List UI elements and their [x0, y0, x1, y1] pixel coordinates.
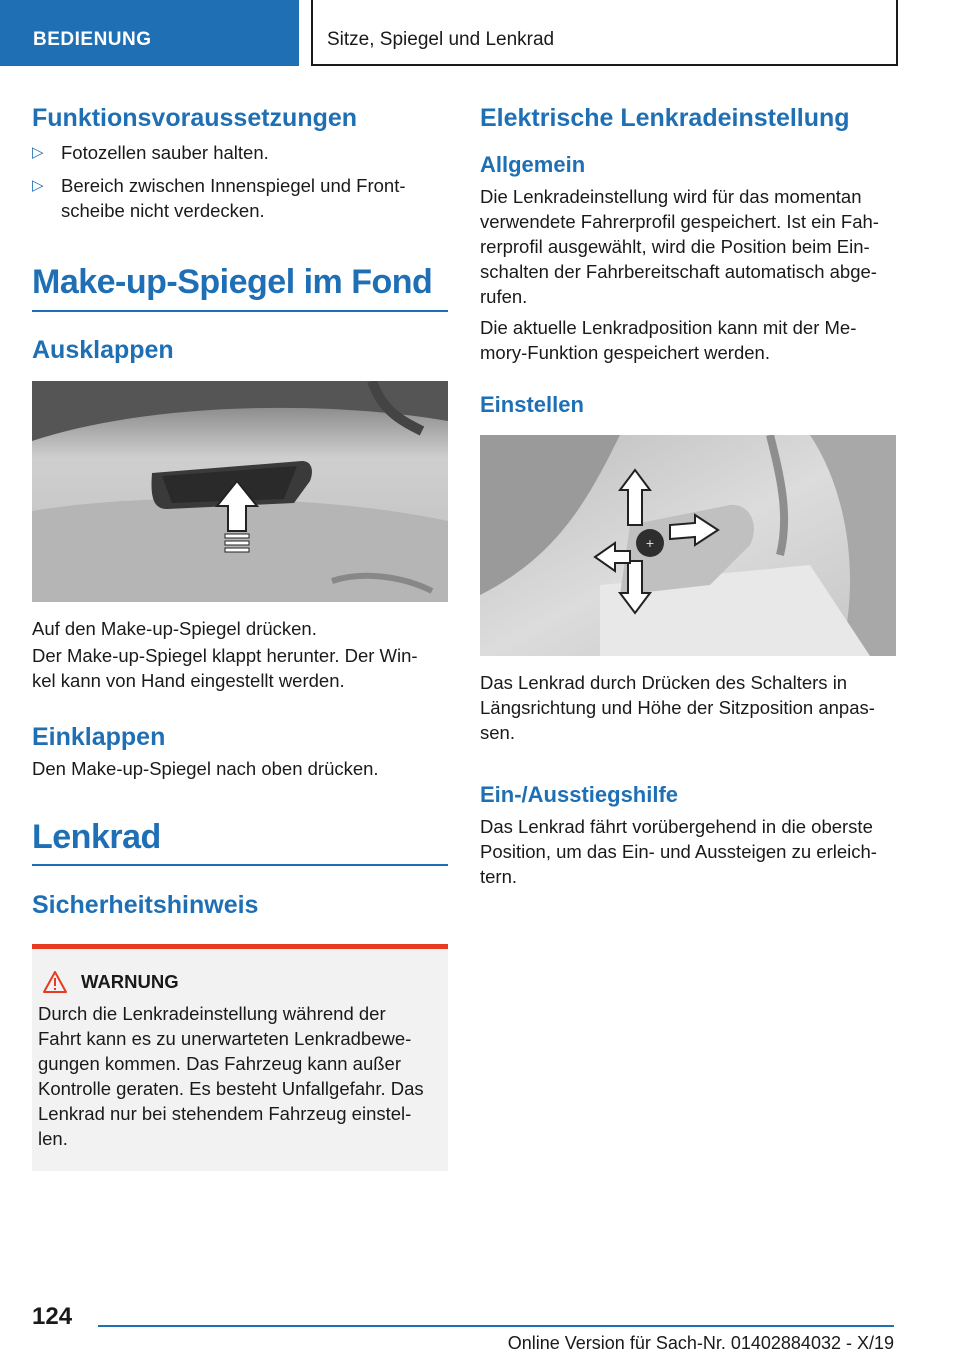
- steering-switch-photo: [480, 435, 896, 656]
- online-version-note: Online Version für Sach-Nr. 01402884032 - X/19: [507, 1333, 894, 1353]
- warning-header: [32, 971, 448, 993]
- elektrisch-heading: Elektrische Lenkradeinstellung: [480, 104, 850, 132]
- warning-box: [32, 944, 448, 1171]
- allgemein-text-2: Die aktuelle Lenkradposition kann mit der Me- mory-Funktion gespeichert werden.: [480, 317, 857, 363]
- makeup-mirror-illustration: [32, 381, 448, 602]
- allgemein-text-1: Die Lenkradeinstellung wird für das momentan verwendete Fahrerprofil gespeichert. Ist ein Fah- rerprofil ausgewählt, wird die Position beim Ein- schalten der Fahrbereitschaft automatisch abge- rufen.: [480, 186, 879, 307]
- warning-text: Durch die Lenkradeinstellung während der Fahrt kann es zu unerwarteten Lenkradbewe- gungen kommen. Das Fahrzeug kann außer Kontrolle geraten. Es besteht Unfallgefahr. Das Lenkrad nur bei stehendem Fahrzeug einstel- len.: [38, 1003, 424, 1149]
- makeup-heading: Make-up-Spiegel im Fond: [32, 263, 448, 312]
- lenkrad-heading: Lenkrad: [32, 818, 448, 866]
- left-column: [32, 98, 448, 1171]
- ausklappen-text-2: Der Make-up-Spiegel klappt herunter. Der Win- kel kann von Hand eingestellt werden.: [32, 645, 418, 691]
- right-column: [480, 98, 896, 889]
- einstellen-heading: Einstellen: [480, 392, 584, 417]
- func-heading: Funktionsvoraussetzungen: [32, 104, 358, 132]
- footer-divider: [98, 1325, 894, 1327]
- allgemein-heading: Allgemein: [480, 152, 586, 177]
- triangle-bullet-icon: ▷: [32, 144, 44, 161]
- einklappen-text: Den Make-up-Spiegel nach oben drücken.: [32, 758, 379, 779]
- warning-triangle-icon: [43, 971, 67, 993]
- ausklappen-heading: Ausklappen: [32, 336, 174, 364]
- warning-title: WARNUNG: [81, 971, 179, 992]
- triangle-bullet-icon: ▷: [32, 177, 44, 194]
- ausstieg-text: Das Lenkrad fährt vorübergehend in die oberste Position, um das Ein- und Aussteigen zu erleich- tern.: [480, 816, 877, 887]
- makeup-mirror-photo: [32, 381, 448, 602]
- ausstieg-heading: Ein-/Ausstiegshilfe: [480, 782, 679, 807]
- einklappen-heading: Einklappen: [32, 723, 166, 751]
- section-tab: [0, 0, 299, 66]
- einstellen-text: Das Lenkrad durch Drücken des Schalters in Längsrichtung und Höhe der Sitzposition anpas- sen.: [480, 672, 875, 743]
- svg-text:+: +: [645, 535, 655, 551]
- list-item: ▷ Fotozellen sauber halten.: [32, 142, 269, 163]
- ausklappen-text-1: Auf den Make-up-Spiegel drücken.: [32, 618, 317, 639]
- sicherheit-heading: Sicherheitshinweis: [32, 891, 259, 919]
- section-label: BEDIENUNG: [33, 29, 152, 50]
- func-list: [32, 140, 448, 223]
- page-header: [0, 0, 960, 66]
- chapter-title-box: [311, 0, 898, 66]
- list-item: ▷ Bereich zwischen Innenspiegel und Front- scheibe nicht verdecken.: [32, 175, 406, 221]
- page-number: 124: [32, 1303, 73, 1330]
- steering-switch-illustration: [480, 435, 896, 656]
- chapter-title: Sitze, Spiegel und Lenkrad: [327, 29, 555, 50]
